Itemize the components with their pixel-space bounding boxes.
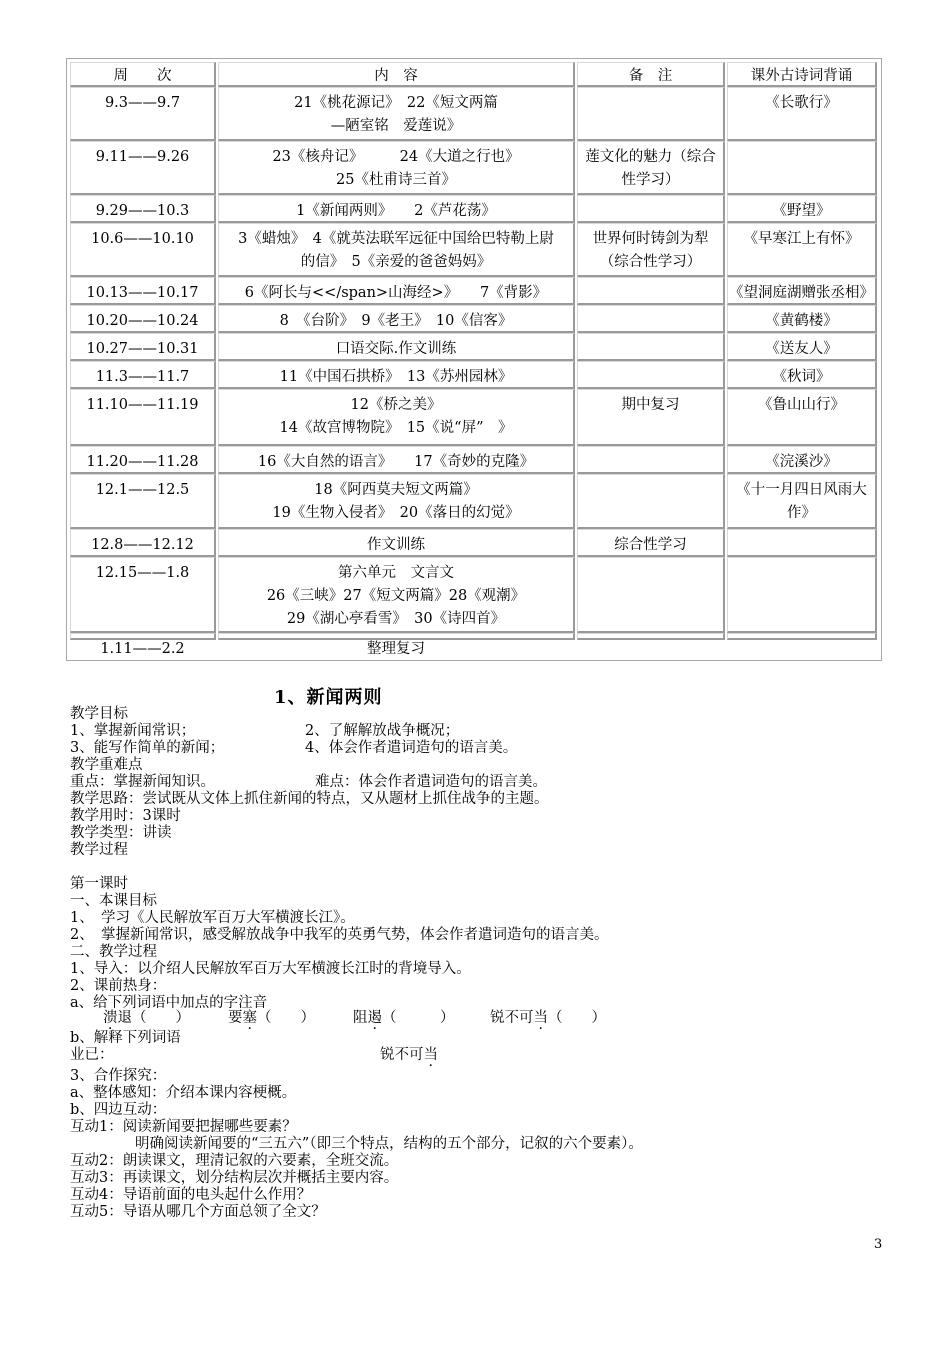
content-cell-line: 26《三峡》27《短文两篇》28《观潮》 xyxy=(266,588,526,604)
note-cell xyxy=(577,557,725,633)
week-cell-line: 11.20——11.28 xyxy=(86,454,199,470)
week-cell xyxy=(70,474,216,529)
content-cell xyxy=(218,557,575,633)
week-cell xyxy=(70,277,216,305)
note-cell xyxy=(577,529,725,557)
lesson-line: 明确阅读新闻要的“三五六”（即三个特点，结构的五个部分，记叙的六个要素）。 xyxy=(135,1136,643,1152)
lesson-line: 教学类型：讲读 xyxy=(70,825,172,841)
content-cell-line: 1《新闻两则》 2《芦花荡》 xyxy=(296,203,496,219)
lesson-line: 阻遏（ ） xyxy=(353,1010,455,1026)
content-cell xyxy=(218,389,575,446)
lesson-line: 第一课时 xyxy=(70,876,128,892)
content-cell-line: 18《阿西莫夫短文两篇》 xyxy=(314,482,478,498)
note-cell xyxy=(577,389,725,446)
poem-cell xyxy=(727,195,877,223)
content-cell-line: 6《阿长与<</span>山海经>》 7《背影》 xyxy=(244,285,548,301)
week-cell xyxy=(70,361,216,389)
lesson-line: 互动1：阅读新闻要把握哪些要素？ xyxy=(70,1119,297,1135)
table-row xyxy=(67,277,881,305)
emphasis-dot-char: 溃 xyxy=(103,1010,118,1026)
table-row xyxy=(67,389,881,446)
lesson-line: 4、体会作者遣词造句的语言美。 xyxy=(305,740,518,756)
week-cell-line: 12.8——12.12 xyxy=(91,537,194,553)
lesson-line: 教学重难点 xyxy=(70,757,143,773)
week-cell xyxy=(70,223,216,277)
table-row xyxy=(67,333,881,361)
poem-cell xyxy=(727,389,877,446)
poem-cell-line: 《秋词》 xyxy=(772,369,831,385)
schedule-table xyxy=(66,58,882,661)
header-cell xyxy=(577,62,725,87)
lesson-line: a、给下列词语中加点的字注音 xyxy=(70,995,268,1011)
content-cell xyxy=(218,305,575,333)
header-cell xyxy=(727,62,877,87)
poem-cell-line: 《野望》 xyxy=(772,203,831,219)
header-cell xyxy=(218,62,575,87)
content-cell-line: —陋室铭 爱莲说》 xyxy=(330,118,462,134)
week-cell xyxy=(70,333,216,361)
lesson-line: 互动4：导语前面的电头起什么作用？ xyxy=(70,1187,312,1203)
week-cell-line: 12.1——12.5 xyxy=(95,482,190,498)
content-cell-line: 23《核舟记》 24《大道之行也》 xyxy=(272,149,520,165)
content-cell-line: 8 《台阶》 9《老王》 10《信客》 xyxy=(279,313,513,329)
lesson-line: 互动3：再读课文，划分结构层次并概括主要内容。 xyxy=(70,1170,399,1186)
week-cell xyxy=(70,557,216,633)
content-cell xyxy=(218,633,575,657)
lesson-line: 要塞（ ） xyxy=(228,1010,315,1026)
poem-cell xyxy=(727,474,877,529)
week-cell-line: 10.13——10.17 xyxy=(86,285,199,301)
poem-cell xyxy=(727,446,877,474)
week-cell xyxy=(70,529,216,557)
header-cell xyxy=(70,62,216,87)
lesson-line: a、整体感知：介绍本课内容梗概。 xyxy=(70,1085,297,1101)
lesson-line: 锐不可当（ ） xyxy=(490,1010,606,1026)
table-row xyxy=(67,446,881,474)
week-cell-line: 11.10——11.19 xyxy=(86,397,199,413)
week-cell-line: 10.20——10.24 xyxy=(86,313,199,329)
poem-cell xyxy=(727,529,877,557)
week-cell-line: 9.3——9.7 xyxy=(104,95,181,111)
content-cell-line: 口语交际.作文训练 xyxy=(335,341,457,357)
note-cell-line: 莲文化的魅力（综合 xyxy=(585,149,716,165)
table-header-row xyxy=(67,62,881,87)
content-cell-line: 12《桥之美》 xyxy=(350,397,442,413)
week-cell xyxy=(70,446,216,474)
header-cell-line: 课外古诗词背诵 xyxy=(750,68,853,84)
emphasis-dot-char: 遏 xyxy=(367,1010,382,1026)
table-row xyxy=(67,223,881,277)
table-row xyxy=(67,305,881,333)
note-cell xyxy=(577,474,725,529)
poem-cell-line: 《鲁山山行》 xyxy=(758,397,845,413)
note-cell xyxy=(577,633,725,640)
lesson-line: 教学过程 xyxy=(70,842,128,858)
week-cell xyxy=(70,195,216,223)
poem-cell-line: 《黄鹤楼》 xyxy=(765,313,838,329)
content-cell xyxy=(218,333,575,361)
table-row xyxy=(67,195,881,223)
lesson-line: 2、课前热身： xyxy=(70,978,167,994)
table-row xyxy=(67,474,881,529)
note-cell-line: （综合性学习） xyxy=(599,254,702,270)
header-cell-line: 备 注 xyxy=(628,68,673,84)
content-cell-line: 整理复习 xyxy=(367,641,425,657)
note-cell xyxy=(577,446,725,474)
note-cell-line: 综合性学习 xyxy=(614,537,687,553)
lesson-line: 3、能写作简单的新闻； xyxy=(70,740,225,756)
poem-cell xyxy=(727,141,877,195)
content-cell-line: 3《蜡烛》 4《就英法联军远征中国给巴特勒上尉 xyxy=(238,231,554,247)
week-cell-line: 9.29——10.3 xyxy=(95,203,190,219)
lesson-title: 1、新闻两则 xyxy=(274,687,383,708)
content-cell xyxy=(218,446,575,474)
content-cell xyxy=(218,195,575,223)
note-cell xyxy=(577,361,725,389)
lesson-line: 重点：掌握新闻知识。 xyxy=(70,774,215,790)
poem-cell-line: 《望洞庭湖赠张丞相》 xyxy=(729,285,874,301)
lesson-line: 溃退（ ） xyxy=(103,1010,190,1026)
poem-cell-line: 《长歌行》 xyxy=(765,95,838,111)
week-cell-line: 12.15——1.8 xyxy=(95,565,190,581)
lesson-line: 难点：体会作者遣词造句的语言美。 xyxy=(315,774,547,790)
note-cell xyxy=(577,305,725,333)
week-cell xyxy=(70,633,216,657)
content-cell-line: 16《大自然的语言》 17《奇妙的克隆》 xyxy=(257,454,535,470)
content-cell xyxy=(218,277,575,305)
lesson-line: 2、 掌握新闻常识，感受解放战争中我军的英勇气势，体会作者遣词造句的语言美。 xyxy=(70,927,609,943)
poem-cell xyxy=(727,305,877,333)
vocab-term: 锐不可当 xyxy=(380,1047,438,1063)
lesson-line: 1、掌握新闻常识； xyxy=(70,723,196,739)
note-cell-line: 性学习） xyxy=(621,172,680,188)
table-row xyxy=(67,87,881,141)
content-cell-line: 作文训练 xyxy=(367,537,425,553)
week-cell-line: 9.11——9.26 xyxy=(95,149,190,165)
header-cell-line: 内 容 xyxy=(374,68,418,84)
emphasis-dot-char: 当 xyxy=(533,1010,548,1026)
lesson-line: b、解释下列词语 xyxy=(70,1030,181,1046)
content-cell xyxy=(218,361,575,389)
poem-cell-line: 《浣溪沙》 xyxy=(765,454,838,470)
lesson-line: b、四边互动： xyxy=(70,1102,167,1118)
week-cell-line: 11.3——11.7 xyxy=(95,369,190,385)
content-cell xyxy=(218,87,575,141)
week-cell xyxy=(70,141,216,195)
table-row xyxy=(67,557,881,633)
table-row xyxy=(67,361,881,389)
poem-cell xyxy=(727,361,877,389)
poem-cell xyxy=(727,87,877,141)
lesson-line: 二、教学过程 xyxy=(70,944,157,960)
week-cell xyxy=(70,87,216,141)
content-cell-line: 19《生物入侵者》 20《落日的幻觉》 xyxy=(272,505,520,521)
week-cell-line: 10.27——10.31 xyxy=(86,341,199,357)
poem-cell-line: 《早寒江上有怀》 xyxy=(743,231,860,247)
poem-cell xyxy=(727,333,877,361)
content-cell xyxy=(218,474,575,529)
note-cell xyxy=(577,141,725,195)
note-cell-line: 期中复习 xyxy=(621,397,680,413)
week-cell-line: 10.6——10.10 xyxy=(91,231,194,247)
content-cell-line: 第六单元 文言文 xyxy=(338,565,454,581)
lesson-line: 2、了解解放战争概况； xyxy=(305,723,460,739)
page-number: 3 xyxy=(874,1237,883,1252)
lesson-line: 3、合作探究： xyxy=(70,1068,167,1084)
table-row xyxy=(67,529,881,557)
lesson-line: 1、导入：以介绍人民解放军百万大军横渡长江时的背境导入。 xyxy=(70,961,471,977)
content-cell-line: 21《桃花源记》 22《短文两篇 xyxy=(294,95,498,111)
note-cell-line: 世界何时铸剑为犁 xyxy=(592,231,709,247)
content-cell xyxy=(218,223,575,277)
lesson-line: 1、 学习《人民解放军百万大军横渡长江》。 xyxy=(70,910,355,926)
content-cell-line: 25《杜甫诗三首》 xyxy=(336,172,456,188)
note-cell xyxy=(577,277,725,305)
content-cell xyxy=(218,141,575,195)
poem-cell xyxy=(727,223,877,277)
note-cell xyxy=(577,87,725,141)
content-cell-line: 的信》 5《亲爱的爸爸妈妈》 xyxy=(300,254,492,270)
poem-cell xyxy=(727,557,877,633)
lesson-line: 一、本课目标 xyxy=(70,893,157,909)
week-cell xyxy=(70,389,216,446)
content-cell-line: 11《中国石拱桥》 13《苏州园林》 xyxy=(279,369,513,385)
lesson-line: 教学目标 xyxy=(70,706,128,722)
lesson-line xyxy=(380,1047,438,1064)
content-cell-line: 14《故宫博物院》 15《说“屏” 》 xyxy=(279,420,513,436)
note-cell xyxy=(577,333,725,361)
content-cell-line: 29《湖心亭看雪》 30《诗四首》 xyxy=(286,611,506,627)
week-cell-line: 1.11——2.2 xyxy=(100,641,185,657)
week-cell xyxy=(70,305,216,333)
lesson-line: 业已： xyxy=(70,1047,114,1063)
note-cell xyxy=(577,195,725,223)
poem-cell-line: 《十一月四日风雨大 xyxy=(736,482,867,498)
poem-cell-line: 《送友人》 xyxy=(765,341,838,357)
emphasis-dot-char: 当 xyxy=(423,1047,438,1063)
lesson-line: 教学用时：3课时 xyxy=(70,808,181,824)
poem-cell xyxy=(727,633,877,640)
poem-cell-line: 作》 xyxy=(787,505,816,521)
lesson-line: 互动2：朗读课文，理清记叙的六要素，全班交流。 xyxy=(70,1153,399,1169)
lesson-line: 教学思路：尝试既从文体上抓住新闻的特点，又从题材上抓住战争的主题。 xyxy=(70,791,549,807)
note-cell xyxy=(577,223,725,277)
lesson-line: 互动5：导语从哪几个方面总领了全文？ xyxy=(70,1204,326,1220)
poem-cell xyxy=(727,277,877,305)
emphasis-dot-char: 塞 xyxy=(242,1010,257,1026)
content-cell xyxy=(218,529,575,557)
header-cell-line: 周 次 xyxy=(113,68,172,84)
table-row xyxy=(67,141,881,195)
